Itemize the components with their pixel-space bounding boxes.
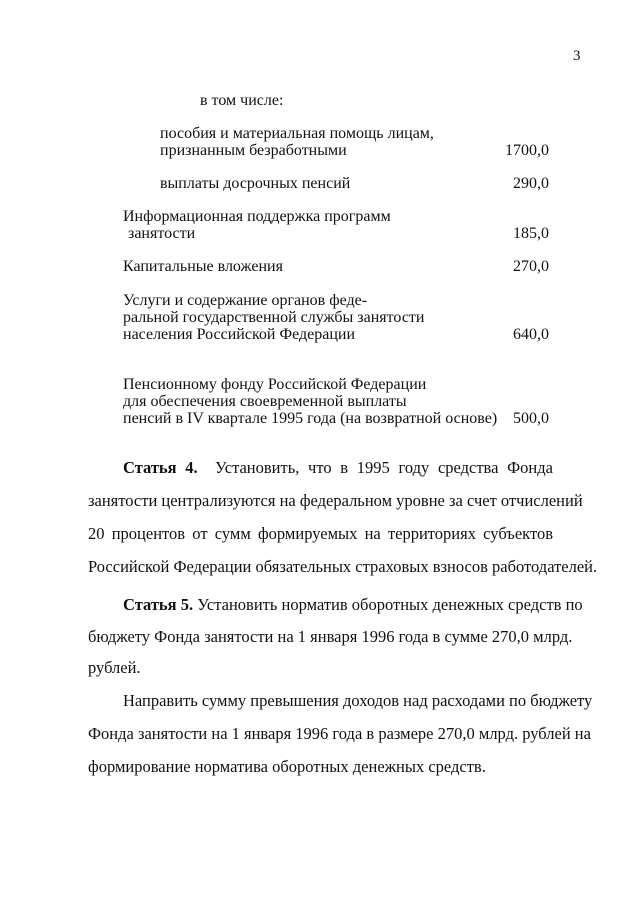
article5-line1-text: Установить норматив оборотных денежных средств по: [197, 595, 583, 614]
item-info-support-amount: 185,0: [513, 225, 549, 242]
article5-line1: [123, 595, 583, 614]
article5-line2: бюджету Фонда занятости на 1 января 1996 года в сумме 270,0 млрд.: [88, 627, 573, 646]
item-benefits-line1: пособия и материальная помощь лицам,: [160, 125, 434, 142]
item-pension-fund-line2: для обеспечения своевременной выплаты: [123, 393, 407, 410]
item-services-line1: Услуги и содержание органов феде-: [123, 292, 368, 309]
item-early-pensions-line1: выплаты досрочных пенсий: [160, 175, 351, 192]
item-benefits-line2: признанным безработными: [160, 142, 347, 159]
article4-line3: 20 процентов от сумм формируемых на территориях субъектов: [88, 524, 553, 543]
list-intro: в том числе:: [200, 92, 284, 109]
item-services-line3: населения Российской Федерации: [123, 326, 356, 343]
direction-line3: формирование норматива оборотных денежных средств.: [88, 757, 486, 776]
item-info-support-line1: Информационная поддержка программ: [123, 208, 391, 225]
article4-line1-text: Установить, что в 1995 году средства Фонда: [215, 458, 553, 477]
item-services-amount: 640,0: [513, 326, 549, 343]
article4-heading: Статья 4.: [123, 458, 198, 477]
item-pension-fund-amount: 500,0: [513, 410, 549, 427]
item-benefits-amount: 1700,0: [505, 142, 549, 159]
item-pension-fund-line3: пенсий в IV квартале 1995 года (на возвратной основе): [123, 410, 498, 427]
article4-line1: [123, 459, 553, 477]
page-number: 3: [573, 48, 581, 64]
direction-line1: Направить сумму превышения доходов над расходами по бюджету: [123, 691, 593, 710]
item-services-line2: ральной государственной службы занятости: [123, 309, 425, 326]
item-info-support-line2: занятости: [128, 225, 196, 242]
item-capital-line1: Капитальные вложения: [123, 258, 283, 275]
article5-line3: рублей.: [88, 658, 141, 677]
item-capital-amount: 270,0: [513, 258, 549, 275]
article5-heading: Статья 5.: [123, 595, 194, 614]
direction-line2: Фонда занятости на 1 января 1996 года в размере 270,0 млрд. рублей на: [88, 724, 591, 743]
item-early-pensions-amount: 290,0: [513, 175, 549, 192]
article4-line2: занятости централизуются на федеральном уровне за счет отчислений: [88, 491, 583, 510]
article4-line4: Российской Федерации обязательных страховых взносов работодателей.: [88, 557, 598, 576]
item-pension-fund-line1: Пенсионному фонду Российской Федерации: [123, 376, 427, 393]
